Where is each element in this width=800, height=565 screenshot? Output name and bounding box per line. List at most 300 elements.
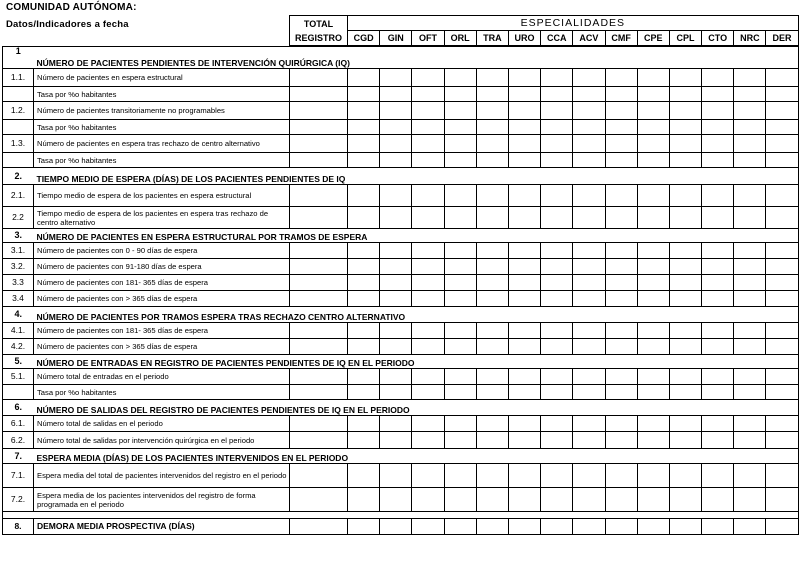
specialty-cell[interactable] xyxy=(702,275,734,291)
specialty-cell[interactable] xyxy=(412,488,444,512)
specialty-cell[interactable] xyxy=(380,69,412,87)
specialty-cell[interactable] xyxy=(766,102,798,120)
total-registro-cell[interactable] xyxy=(290,432,348,449)
total-registro-cell[interactable] xyxy=(290,207,348,229)
specialty-cell[interactable] xyxy=(669,519,701,535)
specialty-cell[interactable] xyxy=(412,243,444,259)
specialty-cell[interactable] xyxy=(573,207,605,229)
specialty-cell[interactable] xyxy=(702,416,734,432)
specialty-cell[interactable] xyxy=(669,259,701,275)
specialty-cell[interactable] xyxy=(605,464,637,488)
specialty-cell[interactable] xyxy=(605,207,637,229)
specialty-cell[interactable] xyxy=(508,102,540,120)
specialty-cell[interactable] xyxy=(605,69,637,87)
specialty-cell[interactable] xyxy=(444,185,476,207)
specialty-cell[interactable] xyxy=(702,120,734,135)
specialty-cell[interactable] xyxy=(380,519,412,535)
specialty-cell[interactable] xyxy=(669,369,701,385)
specialty-cell[interactable] xyxy=(444,291,476,307)
specialty-cell[interactable] xyxy=(444,323,476,339)
specialty-cell[interactable] xyxy=(573,464,605,488)
specialty-cell[interactable] xyxy=(476,416,508,432)
specialty-cell[interactable] xyxy=(444,275,476,291)
specialty-cell[interactable] xyxy=(669,416,701,432)
specialty-cell[interactable] xyxy=(541,416,573,432)
specialty-cell[interactable] xyxy=(444,69,476,87)
specialty-cell[interactable] xyxy=(766,275,798,291)
specialty-cell[interactable] xyxy=(444,519,476,535)
specialty-cell[interactable] xyxy=(669,102,701,120)
specialty-cell[interactable] xyxy=(637,488,669,512)
specialty-cell[interactable] xyxy=(348,416,380,432)
total-registro-cell[interactable] xyxy=(290,120,348,135)
specialty-cell[interactable] xyxy=(541,207,573,229)
specialty-cell[interactable] xyxy=(605,243,637,259)
specialty-cell[interactable] xyxy=(734,87,766,102)
specialty-cell[interactable] xyxy=(637,323,669,339)
total-registro-cell[interactable] xyxy=(290,291,348,307)
specialty-cell[interactable] xyxy=(412,291,444,307)
specialty-cell[interactable] xyxy=(637,207,669,229)
specialty-cell[interactable] xyxy=(541,275,573,291)
specialty-cell[interactable] xyxy=(573,323,605,339)
specialty-cell[interactable] xyxy=(637,153,669,168)
specialty-cell[interactable] xyxy=(573,385,605,400)
specialty-cell[interactable] xyxy=(508,135,540,153)
specialty-cell[interactable] xyxy=(508,207,540,229)
specialty-cell[interactable] xyxy=(444,102,476,120)
specialty-cell[interactable] xyxy=(476,275,508,291)
specialty-cell[interactable] xyxy=(766,432,798,449)
specialty-cell[interactable] xyxy=(444,153,476,168)
specialty-cell[interactable] xyxy=(702,69,734,87)
total-registro-cell[interactable] xyxy=(290,69,348,87)
specialty-cell[interactable] xyxy=(702,488,734,512)
total-registro-cell[interactable] xyxy=(290,259,348,275)
specialty-cell[interactable] xyxy=(734,275,766,291)
specialty-cell[interactable] xyxy=(669,385,701,400)
specialty-cell[interactable] xyxy=(380,87,412,102)
specialty-cell[interactable] xyxy=(348,153,380,168)
specialty-cell[interactable] xyxy=(734,369,766,385)
specialty-cell[interactable] xyxy=(573,369,605,385)
specialty-cell[interactable] xyxy=(412,275,444,291)
specialty-cell[interactable] xyxy=(476,323,508,339)
specialty-cell[interactable] xyxy=(734,207,766,229)
specialty-cell[interactable] xyxy=(573,275,605,291)
specialty-cell[interactable] xyxy=(766,259,798,275)
specialty-cell[interactable] xyxy=(348,464,380,488)
specialty-cell[interactable] xyxy=(348,69,380,87)
specialty-cell[interactable] xyxy=(637,135,669,153)
specialty-cell[interactable] xyxy=(541,87,573,102)
specialty-cell[interactable] xyxy=(412,185,444,207)
specialty-cell[interactable] xyxy=(605,275,637,291)
specialty-cell[interactable] xyxy=(637,87,669,102)
specialty-cell[interactable] xyxy=(702,135,734,153)
total-registro-cell[interactable] xyxy=(290,102,348,120)
specialty-cell[interactable] xyxy=(412,135,444,153)
specialty-cell[interactable] xyxy=(412,339,444,355)
specialty-cell[interactable] xyxy=(669,323,701,339)
specialty-cell[interactable] xyxy=(444,120,476,135)
specialty-cell[interactable] xyxy=(380,416,412,432)
specialty-cell[interactable] xyxy=(412,432,444,449)
specialty-cell[interactable] xyxy=(444,488,476,512)
specialty-cell[interactable] xyxy=(412,102,444,120)
specialty-cell[interactable] xyxy=(702,259,734,275)
specialty-cell[interactable] xyxy=(766,135,798,153)
specialty-cell[interactable] xyxy=(637,464,669,488)
specialty-cell[interactable] xyxy=(669,120,701,135)
specialty-cell[interactable] xyxy=(444,464,476,488)
specialty-cell[interactable] xyxy=(444,339,476,355)
total-registro-cell[interactable] xyxy=(290,135,348,153)
specialty-cell[interactable] xyxy=(766,369,798,385)
total-registro-cell[interactable] xyxy=(290,416,348,432)
specialty-cell[interactable] xyxy=(508,432,540,449)
specialty-cell[interactable] xyxy=(541,385,573,400)
specialty-cell[interactable] xyxy=(412,259,444,275)
specialty-cell[interactable] xyxy=(412,464,444,488)
specialty-cell[interactable] xyxy=(734,185,766,207)
specialty-cell[interactable] xyxy=(573,339,605,355)
specialty-cell[interactable] xyxy=(508,291,540,307)
specialty-cell[interactable] xyxy=(573,432,605,449)
specialty-cell[interactable] xyxy=(605,519,637,535)
specialty-cell[interactable] xyxy=(605,291,637,307)
specialty-cell[interactable] xyxy=(508,87,540,102)
specialty-cell[interactable] xyxy=(508,464,540,488)
specialty-cell[interactable] xyxy=(444,259,476,275)
total-registro-cell[interactable] xyxy=(290,488,348,512)
specialty-cell[interactable] xyxy=(702,87,734,102)
specialty-cell[interactable] xyxy=(766,488,798,512)
specialty-cell[interactable] xyxy=(541,432,573,449)
specialty-cell[interactable] xyxy=(702,464,734,488)
specialty-cell[interactable] xyxy=(476,369,508,385)
specialty-cell[interactable] xyxy=(541,243,573,259)
specialty-cell[interactable] xyxy=(605,87,637,102)
specialty-cell[interactable] xyxy=(573,120,605,135)
total-registro-cell[interactable] xyxy=(290,153,348,168)
specialty-cell[interactable] xyxy=(348,291,380,307)
specialty-cell[interactable] xyxy=(380,120,412,135)
specialty-cell[interactable] xyxy=(541,323,573,339)
specialty-cell[interactable] xyxy=(348,259,380,275)
specialty-cell[interactable] xyxy=(734,259,766,275)
specialty-cell[interactable] xyxy=(702,153,734,168)
specialty-cell[interactable] xyxy=(380,259,412,275)
specialty-cell[interactable] xyxy=(669,135,701,153)
specialty-cell[interactable] xyxy=(766,243,798,259)
total-registro-cell[interactable] xyxy=(290,87,348,102)
specialty-cell[interactable] xyxy=(412,120,444,135)
specialty-cell[interactable] xyxy=(508,369,540,385)
specialty-cell[interactable] xyxy=(605,432,637,449)
specialty-cell[interactable] xyxy=(380,323,412,339)
specialty-cell[interactable] xyxy=(541,102,573,120)
specialty-cell[interactable] xyxy=(702,339,734,355)
specialty-cell[interactable] xyxy=(669,69,701,87)
specialty-cell[interactable] xyxy=(605,185,637,207)
specialty-cell[interactable] xyxy=(444,135,476,153)
specialty-cell[interactable] xyxy=(541,519,573,535)
specialty-cell[interactable] xyxy=(637,432,669,449)
specialty-cell[interactable] xyxy=(380,207,412,229)
specialty-cell[interactable] xyxy=(541,120,573,135)
specialty-cell[interactable] xyxy=(702,243,734,259)
total-registro-cell[interactable] xyxy=(290,185,348,207)
specialty-cell[interactable] xyxy=(573,243,605,259)
specialty-cell[interactable] xyxy=(541,488,573,512)
specialty-cell[interactable] xyxy=(541,153,573,168)
specialty-cell[interactable] xyxy=(734,416,766,432)
specialty-cell[interactable] xyxy=(573,102,605,120)
specialty-cell[interactable] xyxy=(348,519,380,535)
specialty-cell[interactable] xyxy=(637,243,669,259)
specialty-cell[interactable] xyxy=(508,519,540,535)
specialty-cell[interactable] xyxy=(702,291,734,307)
specialty-cell[interactable] xyxy=(348,323,380,339)
specialty-cell[interactable] xyxy=(412,323,444,339)
total-registro-cell[interactable] xyxy=(290,369,348,385)
specialty-cell[interactable] xyxy=(702,207,734,229)
specialty-cell[interactable] xyxy=(348,275,380,291)
specialty-cell[interactable] xyxy=(476,519,508,535)
specialty-cell[interactable] xyxy=(637,275,669,291)
specialty-cell[interactable] xyxy=(380,102,412,120)
total-registro-cell[interactable] xyxy=(290,464,348,488)
specialty-cell[interactable] xyxy=(348,207,380,229)
specialty-cell[interactable] xyxy=(766,120,798,135)
specialty-cell[interactable] xyxy=(541,339,573,355)
specialty-cell[interactable] xyxy=(669,243,701,259)
specialty-cell[interactable] xyxy=(476,339,508,355)
specialty-cell[interactable] xyxy=(669,339,701,355)
specialty-cell[interactable] xyxy=(444,385,476,400)
specialty-cell[interactable] xyxy=(476,385,508,400)
specialty-cell[interactable] xyxy=(444,369,476,385)
specialty-cell[interactable] xyxy=(541,464,573,488)
specialty-cell[interactable] xyxy=(573,69,605,87)
specialty-cell[interactable] xyxy=(412,153,444,168)
specialty-cell[interactable] xyxy=(605,416,637,432)
specialty-cell[interactable] xyxy=(380,464,412,488)
specialty-cell[interactable] xyxy=(734,464,766,488)
specialty-cell[interactable] xyxy=(637,416,669,432)
total-registro-cell[interactable] xyxy=(290,275,348,291)
specialty-cell[interactable] xyxy=(508,259,540,275)
specialty-cell[interactable] xyxy=(508,185,540,207)
specialty-cell[interactable] xyxy=(380,369,412,385)
specialty-cell[interactable] xyxy=(573,291,605,307)
specialty-cell[interactable] xyxy=(380,291,412,307)
specialty-cell[interactable] xyxy=(444,432,476,449)
specialty-cell[interactable] xyxy=(766,519,798,535)
specialty-cell[interactable] xyxy=(476,488,508,512)
specialty-cell[interactable] xyxy=(605,369,637,385)
specialty-cell[interactable] xyxy=(476,464,508,488)
specialty-cell[interactable] xyxy=(348,339,380,355)
specialty-cell[interactable] xyxy=(573,519,605,535)
specialty-cell[interactable] xyxy=(348,432,380,449)
specialty-cell[interactable] xyxy=(669,291,701,307)
specialty-cell[interactable] xyxy=(444,207,476,229)
specialty-cell[interactable] xyxy=(348,135,380,153)
specialty-cell[interactable] xyxy=(766,323,798,339)
specialty-cell[interactable] xyxy=(508,243,540,259)
specialty-cell[interactable] xyxy=(734,135,766,153)
specialty-cell[interactable] xyxy=(573,488,605,512)
specialty-cell[interactable] xyxy=(508,153,540,168)
specialty-cell[interactable] xyxy=(508,488,540,512)
specialty-cell[interactable] xyxy=(380,385,412,400)
specialty-cell[interactable] xyxy=(412,207,444,229)
specialty-cell[interactable] xyxy=(734,102,766,120)
specialty-cell[interactable] xyxy=(541,135,573,153)
specialty-cell[interactable] xyxy=(637,259,669,275)
specialty-cell[interactable] xyxy=(476,243,508,259)
specialty-cell[interactable] xyxy=(605,135,637,153)
specialty-cell[interactable] xyxy=(508,69,540,87)
specialty-cell[interactable] xyxy=(637,185,669,207)
specialty-cell[interactable] xyxy=(348,102,380,120)
specialty-cell[interactable] xyxy=(605,488,637,512)
specialty-cell[interactable] xyxy=(573,87,605,102)
total-registro-cell[interactable] xyxy=(290,323,348,339)
specialty-cell[interactable] xyxy=(476,135,508,153)
specialty-cell[interactable] xyxy=(348,185,380,207)
specialty-cell[interactable] xyxy=(702,102,734,120)
specialty-cell[interactable] xyxy=(766,87,798,102)
specialty-cell[interactable] xyxy=(766,207,798,229)
specialty-cell[interactable] xyxy=(734,243,766,259)
specialty-cell[interactable] xyxy=(573,259,605,275)
specialty-cell[interactable] xyxy=(541,259,573,275)
specialty-cell[interactable] xyxy=(476,207,508,229)
specialty-cell[interactable] xyxy=(605,120,637,135)
specialty-cell[interactable] xyxy=(734,153,766,168)
specialty-cell[interactable] xyxy=(412,385,444,400)
specialty-cell[interactable] xyxy=(637,519,669,535)
specialty-cell[interactable] xyxy=(605,153,637,168)
specialty-cell[interactable] xyxy=(734,120,766,135)
specialty-cell[interactable] xyxy=(476,102,508,120)
specialty-cell[interactable] xyxy=(380,243,412,259)
specialty-cell[interactable] xyxy=(541,185,573,207)
specialty-cell[interactable] xyxy=(573,416,605,432)
specialty-cell[interactable] xyxy=(508,120,540,135)
specialty-cell[interactable] xyxy=(508,275,540,291)
specialty-cell[interactable] xyxy=(605,259,637,275)
specialty-cell[interactable] xyxy=(380,275,412,291)
total-registro-cell[interactable] xyxy=(290,385,348,400)
specialty-cell[interactable] xyxy=(637,339,669,355)
specialty-cell[interactable] xyxy=(734,323,766,339)
specialty-cell[interactable] xyxy=(605,339,637,355)
specialty-cell[interactable] xyxy=(573,135,605,153)
specialty-cell[interactable] xyxy=(766,69,798,87)
specialty-cell[interactable] xyxy=(766,153,798,168)
specialty-cell[interactable] xyxy=(766,416,798,432)
specialty-cell[interactable] xyxy=(766,385,798,400)
specialty-cell[interactable] xyxy=(766,185,798,207)
specialty-cell[interactable] xyxy=(412,519,444,535)
specialty-cell[interactable] xyxy=(476,185,508,207)
specialty-cell[interactable] xyxy=(669,207,701,229)
specialty-cell[interactable] xyxy=(348,87,380,102)
specialty-cell[interactable] xyxy=(766,464,798,488)
specialty-cell[interactable] xyxy=(412,87,444,102)
specialty-cell[interactable] xyxy=(476,291,508,307)
specialty-cell[interactable] xyxy=(348,243,380,259)
specialty-cell[interactable] xyxy=(412,69,444,87)
specialty-cell[interactable] xyxy=(476,69,508,87)
specialty-cell[interactable] xyxy=(508,416,540,432)
specialty-cell[interactable] xyxy=(541,69,573,87)
specialty-cell[interactable] xyxy=(380,185,412,207)
specialty-cell[interactable] xyxy=(541,291,573,307)
specialty-cell[interactable] xyxy=(348,385,380,400)
specialty-cell[interactable] xyxy=(637,69,669,87)
specialty-cell[interactable] xyxy=(605,102,637,120)
total-registro-cell[interactable] xyxy=(290,243,348,259)
specialty-cell[interactable] xyxy=(637,369,669,385)
specialty-cell[interactable] xyxy=(348,120,380,135)
specialty-cell[interactable] xyxy=(702,323,734,339)
specialty-cell[interactable] xyxy=(637,291,669,307)
specialty-cell[interactable] xyxy=(669,153,701,168)
specialty-cell[interactable] xyxy=(380,488,412,512)
specialty-cell[interactable] xyxy=(476,87,508,102)
specialty-cell[interactable] xyxy=(573,185,605,207)
specialty-cell[interactable] xyxy=(508,385,540,400)
specialty-cell[interactable] xyxy=(637,120,669,135)
specialty-cell[interactable] xyxy=(766,339,798,355)
specialty-cell[interactable] xyxy=(669,87,701,102)
specialty-cell[interactable] xyxy=(734,519,766,535)
specialty-cell[interactable] xyxy=(541,369,573,385)
specialty-cell[interactable] xyxy=(702,369,734,385)
specialty-cell[interactable] xyxy=(734,488,766,512)
specialty-cell[interactable] xyxy=(412,369,444,385)
specialty-cell[interactable] xyxy=(476,259,508,275)
specialty-cell[interactable] xyxy=(605,323,637,339)
specialty-cell[interactable] xyxy=(508,323,540,339)
specialty-cell[interactable] xyxy=(734,291,766,307)
specialty-cell[interactable] xyxy=(380,153,412,168)
specialty-cell[interactable] xyxy=(444,243,476,259)
specialty-cell[interactable] xyxy=(637,102,669,120)
specialty-cell[interactable] xyxy=(702,385,734,400)
specialty-cell[interactable] xyxy=(605,385,637,400)
specialty-cell[interactable] xyxy=(444,416,476,432)
total-registro-cell[interactable] xyxy=(290,519,348,535)
specialty-cell[interactable] xyxy=(508,339,540,355)
specialty-cell[interactable] xyxy=(476,153,508,168)
specialty-cell[interactable] xyxy=(734,69,766,87)
specialty-cell[interactable] xyxy=(476,120,508,135)
specialty-cell[interactable] xyxy=(669,464,701,488)
total-registro-cell[interactable] xyxy=(290,339,348,355)
specialty-cell[interactable] xyxy=(734,339,766,355)
specialty-cell[interactable] xyxy=(348,369,380,385)
specialty-cell[interactable] xyxy=(669,488,701,512)
specialty-cell[interactable] xyxy=(734,385,766,400)
specialty-cell[interactable] xyxy=(444,87,476,102)
specialty-cell[interactable] xyxy=(669,432,701,449)
